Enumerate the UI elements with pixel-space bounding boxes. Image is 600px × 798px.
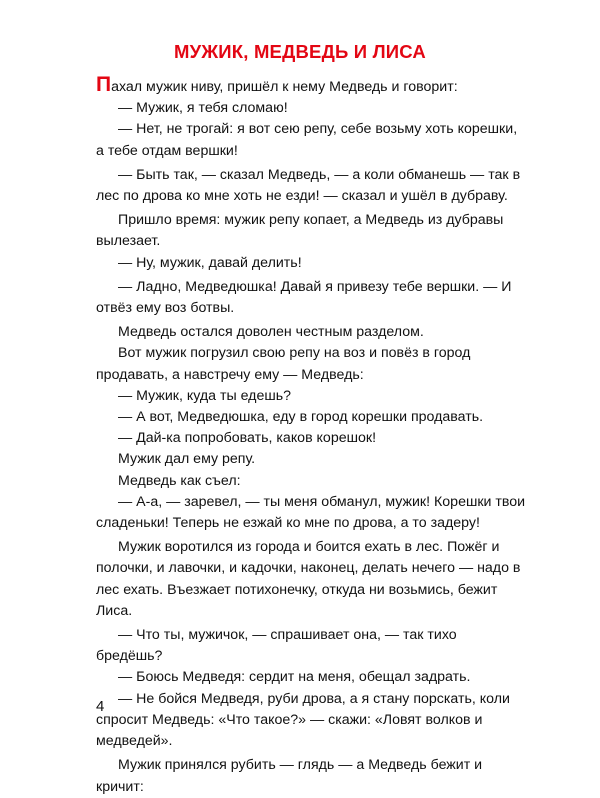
paragraph-18: — Боюсь Медведя: сердит на меня, обещал задрать. (118, 669, 471, 686)
paragraph-4: — Быть так, — сказал Медведь, — а коли обманешь — так в лес по дрова ко мне хоть не езди! — сказал и ушёл в дубраву. (96, 166, 521, 205)
story-text (96, 73, 526, 798)
paragraph-16: Мужик воротился из города и боится ехать в лес. Пожёг и полочки, и лавочки, и кадочки, наконец, делать нечего — надо в лес ехать. Въезжает потихонечку, откуда ни возьмись, бежит Лиса. (96, 539, 521, 619)
paragraph-2: — Мужик, я тебя сломаю! (118, 100, 288, 117)
paragraph-13: Мужик дал ему репу. (118, 451, 256, 468)
paragraph-10: — Мужик, куда ты едешь? (118, 387, 292, 404)
paragraph-text: ахал мужик ниву, пришёл к нему Медведь и говорит: (111, 79, 458, 95)
paragraph-3: — Нет, не трогай: я вот сею репу, себе возьму хоть корешки, а тебе отдам вершки! (96, 121, 518, 159)
paragraph-6: — Ну, мужик, давай делить! (118, 254, 302, 271)
paragraph-9: Вот мужик погрузил свою репу на воз и повёз в город продавать, а навстречу ему — Медведь: (96, 345, 471, 383)
paragraph-11: — А вот, Медведюшка, еду в город корешки продавать. (118, 409, 484, 426)
paragraph-8: Медведь остался доволен честным разделом. (118, 324, 424, 341)
drop-cap: П (96, 73, 112, 96)
paragraph-20: Мужик принялся рубить — глядь — а Медведь бежит и кричит: (96, 757, 483, 795)
paragraph-5: Пришло время: мужик репу копает, а Медведь из дубравы вылезает. (96, 212, 504, 250)
page-number: 4 (96, 698, 105, 715)
page-title: МУЖИК, МЕДВЕДЬ И ЛИСА (174, 41, 426, 62)
paragraph-7: — Ладно, Медведюшка! Давай я привезу тебе вершки. — И отвёз ему воз ботвы. (96, 278, 512, 317)
paragraph-19: — Не бойся Медведя, руби дрова, а я стану порскать, коли спросит Медведь: «Что такое?» — скажи: «Ловят волков и медведей». (96, 690, 510, 750)
paragraph-15: — А-а, — заревел, — ты меня обманул, мужик! Корешки твои сладеньки! Теперь не езжай ко мне по дрова, а то задеру! (96, 493, 526, 532)
paragraph-12: — Дай-ка попробовать, каков корешок! (118, 430, 377, 447)
paragraph-17: — Что ты, мужичок, — спрашивает она, — так тихо бредёшь? (96, 627, 457, 665)
paragraph-14: Медведь как съел: (118, 472, 241, 489)
paragraph-1 (96, 73, 526, 98)
